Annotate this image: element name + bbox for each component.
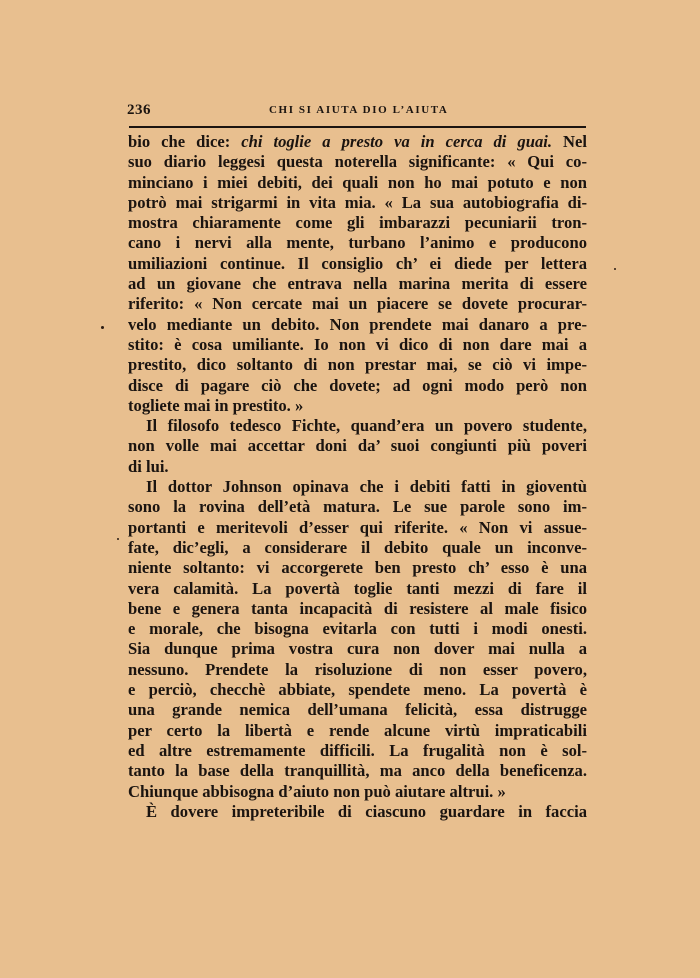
ink-speck	[117, 538, 119, 540]
body-text	[128, 132, 587, 822]
text-line: bene e genera tanta incapacità di resistere al male fisico	[128, 598, 587, 618]
text-line: Sia dunque prima vostra cura non dover mai nulla a	[128, 639, 587, 659]
text-line: vera calamità. La povertà toglie tanti mezzi di fare il	[128, 578, 587, 598]
text-line: nessuno. Prendete la risoluzione di non esser povero,	[128, 659, 587, 679]
text-line: mostra chiaramente come gli imbarazzi pecuniarii tron-	[128, 213, 587, 233]
text-line: fate, dic’egli, a considerare il debito quale un inconve-	[128, 537, 587, 557]
text-line: sono la rovina dell’età matura. Le sue parole sono im-	[128, 497, 587, 517]
text-line: una grande nemica dell’umana felicità, essa distrugge	[128, 700, 587, 720]
text-line: umiliazioni continue. Il consiglio ch’ ei diede per lettera	[128, 253, 587, 273]
text-line: togliete mai in prestito. »	[128, 395, 304, 415]
header-rule	[129, 126, 586, 128]
ink-speck	[101, 326, 104, 329]
text-line: ed altre estremamente difficili. La frugalità non è sol-	[128, 740, 587, 760]
text-line: niente soltanto: vi accorgerete ben presto ch’ esso è una	[128, 558, 587, 578]
text-line: È dovere impreteribile di ciascuno guardare in faccia	[146, 801, 587, 821]
text-line: ad un giovane che entrava nella marina merita di essere	[128, 274, 587, 294]
text-line: Il dottor Johnson opinava che i debiti fatti in gioventù	[146, 477, 587, 497]
text-run: bio che dice:	[128, 132, 242, 151]
running-title: CHI SI AIUTA DIO L’AIUTA	[269, 104, 449, 116]
text-line: minciano i miei debiti, dei quali non ho mai potuto e non	[128, 172, 587, 192]
text-line: portanti e meritevoli d’esser qui riferite. « Non vi assue-	[128, 517, 587, 537]
text-line: stito: è cosa umiliante. Io non vi dico di non dare mai a	[128, 334, 587, 354]
text-line: disce di pagare ciò che dovete; ad ogni modo però non	[128, 375, 587, 395]
text-line: Chiunque abbisogna d’aiuto non può aiutare altrui. »	[128, 781, 506, 801]
text-line: per certo la libertà e rende alcune virtù impraticabili	[128, 720, 587, 740]
page-number: 236	[127, 102, 151, 118]
text-run: Nel	[552, 132, 587, 151]
text-line: cano i nervi alla mente, turbano l’animo e producono	[128, 233, 587, 253]
text-line: tanto la base della tranquillità, ma anco della beneficenza.	[128, 761, 587, 781]
text-line: prestito, dico soltanto di non prestar mai, se ciò vi impe-	[128, 355, 587, 375]
text-line: e morale, che bisogna evitarla con tutti i modi onesti.	[128, 619, 587, 639]
text-line: velo mediante un debito. Non prendete mai danaro a pre-	[128, 314, 587, 334]
text-line	[128, 132, 587, 152]
text-line: di lui.	[128, 456, 169, 476]
page-header	[127, 102, 587, 120]
text-line: non volle mai accettar doni da’ suoi congiunti più poveri	[128, 436, 587, 456]
ink-speck	[614, 268, 616, 270]
italic-quote: chi toglie a presto va in cerca di guai.	[241, 132, 553, 151]
text-line: riferito: « Non cercate mai un piacere se dovete procurar-	[128, 294, 587, 314]
text-line: Il filosofo tedesco Fichte, quand’era un povero studente,	[146, 416, 587, 436]
text-line: suo diario leggesi questa noterella significante: « Qui co-	[128, 152, 587, 172]
text-line: potrò mai strigarmi in vita mia. « La sua autobiografia di-	[128, 192, 587, 212]
text-line: e perciò, checchè abbiate, spendete meno. La povertà è	[128, 680, 587, 700]
